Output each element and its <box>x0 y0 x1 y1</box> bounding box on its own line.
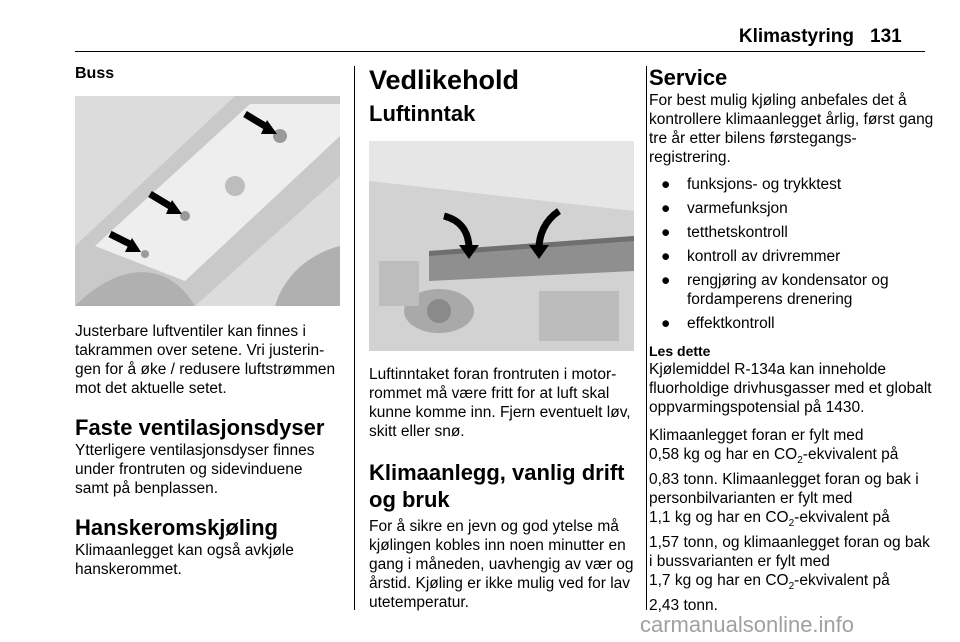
paragraph-service-intro: For best mulig kjøling anbefales det å kontrollere klimaanlegget årlig, først gang tre år etter bilens førstegangs-registrering. <box>649 92 934 166</box>
bullet-icon: ● <box>661 224 671 241</box>
list-item-text: tetthetskontroll <box>687 224 788 241</box>
heading-fixed-vents: Faste ventilasjonsdyser <box>75 415 325 440</box>
fill-line: Klimaanlegget foran er fylt med <box>649 427 864 444</box>
text-segment: 0,58 kg og har en CO <box>649 446 798 463</box>
bullet-icon: ● <box>661 272 671 289</box>
subheading-air-intake: Luftinntak <box>369 101 476 126</box>
list-item <box>649 199 934 218</box>
fill-line: 0,83 tonn. Klimaanlegget foran og bak i personbilvarianten er fylt med <box>649 471 919 508</box>
text-segment: 1,7 kg og har en CO <box>649 572 789 590</box>
list-item-text: funksjons- og trykktest <box>687 176 842 193</box>
bullet-icon: ● <box>661 248 671 265</box>
bullet-icon: ● <box>661 315 671 332</box>
fill-line: 1,57 tonn, og klimaanlegget foran og bak i bussvarianten er fylt med <box>649 534 930 571</box>
list-item-text: rengjøring av kondensator og fordamperens drenering <box>687 272 889 308</box>
paragraph-glovebox-cooling: Klimaanlegget kan også avkjøle hanskerommet. <box>75 542 294 578</box>
subscript: 2 <box>788 518 795 530</box>
paragraph-fixed-vents: Ytterligere ventilasjonsdyser finnes under frontruten og sidevinduene samt på benplassen. <box>75 442 315 497</box>
fill-line: 2,43 tonn. <box>649 597 718 615</box>
text-segment: -ekvivalent på <box>794 572 890 590</box>
paragraph-refrigerant-fill <box>649 426 934 615</box>
note-title: Les dette <box>649 343 711 359</box>
heading-maintenance: Vedlikehold <box>369 65 520 95</box>
list-item <box>649 271 934 309</box>
watermark: carmanualsonline.info <box>640 612 855 637</box>
air-intake-photo <box>369 141 634 351</box>
heading-glovebox-cooling: Hanskeromskjøling <box>75 515 278 540</box>
list-item <box>649 175 934 194</box>
column-divider <box>646 66 647 610</box>
fill-line <box>649 445 934 470</box>
bullet-icon: ● <box>661 176 671 193</box>
column-middle <box>369 64 634 612</box>
bullet-icon: ● <box>661 200 671 217</box>
list-item-text: effektkontroll <box>687 315 775 332</box>
paragraph-air-intake: Luftinntaket foran frontruten i motor-rommet må være fritt for at luft skal kunne komme inn. Fjern eventuelt løv, skitt eller snø. <box>369 366 631 440</box>
air-intake-illustration <box>369 141 634 351</box>
column-right <box>649 64 934 615</box>
heading-service: Service <box>649 65 728 90</box>
paragraph-adjustable-vents: Justerbare luftventiler kan finnes i takrammen over setene. Vri justerin-gen for å øke / redusere luftstrømmen mot det aktuelle setet. <box>75 323 336 397</box>
bus-ceiling-vents-photo <box>75 96 340 306</box>
page-header-title: Klimastyring <box>738 26 854 47</box>
note-refrigerant: Kjølemiddel R-134a kan inneholde fluorholdige drivhusgasser med et globalt oppvarmingspotensial på 1430. <box>649 361 932 416</box>
service-checklist <box>649 175 934 333</box>
text-segment: 1,1 kg og har en CO <box>649 509 789 527</box>
header-divider <box>75 51 925 52</box>
list-item <box>649 247 934 266</box>
list-item-text: varmefunksjon <box>687 200 788 217</box>
heading-ac-normal-operation: Klimaanlegg, vanlig drift og bruk <box>369 460 625 512</box>
section-title-buss: Buss <box>75 65 115 82</box>
column-divider <box>354 66 355 610</box>
page-number: 131 <box>870 26 902 47</box>
text-segment: -ekvivalent på <box>794 509 890 527</box>
paragraph-ac-normal-operation: For å sikre en jevn og god ytelse må kjølingen kobles inn noen minutter en gang i måneden, uavhengig av vær og årstid. Kjøling er ikke mulig ved for lav utetemperatur. <box>369 518 634 611</box>
subscript: 2 <box>797 455 803 467</box>
fill-line <box>649 571 934 596</box>
text-segment: -ekvivalent på <box>802 446 899 463</box>
bus-ceiling-illustration <box>75 96 340 306</box>
fill-line <box>649 508 934 533</box>
list-item <box>649 314 934 333</box>
list-item <box>649 223 934 242</box>
subscript: 2 <box>788 581 795 593</box>
list-item-text: kontroll av drivremmer <box>687 248 841 265</box>
column-left <box>75 64 340 579</box>
